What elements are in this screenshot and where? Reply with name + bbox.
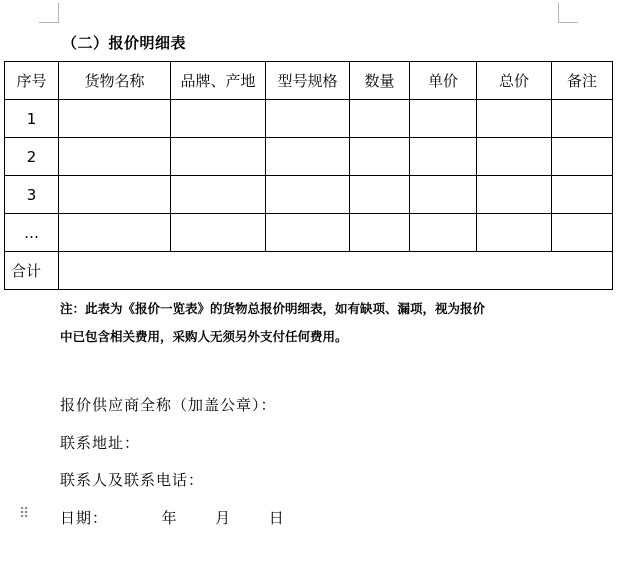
table-cell[interactable] [266,138,350,176]
contact-field[interactable]: 联系人及联系电话： [60,471,205,489]
supplier-name-field[interactable]: 报价供应商全称（加盖公章）： [60,396,277,414]
table-cell[interactable] [266,100,350,138]
header-cell: 型号规格 [266,62,350,100]
row-number: 2 [5,138,59,176]
table-cell[interactable] [552,100,613,138]
table-cell[interactable] [266,176,350,214]
table-cell[interactable] [410,176,477,214]
total-label: 合计 [5,252,59,290]
quote-detail-table [4,61,613,290]
page-corner-mark-left [39,3,59,23]
table-cell[interactable] [477,214,552,252]
note-line-1: 注：此表为《报价一览表》的货物总报价明细表，如有缺项、漏项，视为报价 [60,301,486,316]
header-cell: 货物名称 [59,62,171,100]
table-cell[interactable] [552,138,613,176]
table-cell[interactable] [350,138,410,176]
header-cell: 品牌、产地 [171,62,266,100]
table-cell[interactable] [59,138,171,176]
table-cell[interactable] [410,100,477,138]
row-number: 1 [5,100,59,138]
date-month-label: 月 [215,509,232,527]
table-cell[interactable] [350,100,410,138]
table-cell[interactable] [477,176,552,214]
date-field[interactable] [60,507,285,528]
table-note [60,295,560,351]
table-cell[interactable] [171,138,266,176]
page-corner-mark-right [558,3,578,23]
note-line-2: 中已包含相关费用，采购人无须另外支付任何费用。 [60,329,348,344]
table-cell[interactable] [59,176,171,214]
table-header-row [5,62,613,100]
table-row [5,176,613,214]
table-cell[interactable] [410,214,477,252]
drag-handle-icon[interactable]: ⠿ [19,506,30,522]
table-cell[interactable] [59,214,171,252]
table-cell[interactable] [59,100,171,138]
table-cell[interactable] [350,214,410,252]
header-cell: 数量 [350,62,410,100]
table-row [5,138,613,176]
table-row [5,214,613,252]
address-field[interactable]: 联系地址： [60,434,141,452]
date-year-label: 年 [161,509,178,527]
row-number: … [5,214,59,252]
header-cell: 备注 [552,62,613,100]
date-label: 日期： [60,509,109,527]
table-cell[interactable] [552,214,613,252]
table-cell[interactable] [477,100,552,138]
header-cell: 总价 [477,62,552,100]
total-value-cell[interactable] [59,252,613,290]
header-cell: 序号 [5,62,59,100]
date-day-label: 日 [268,509,285,527]
row-number: 3 [5,176,59,214]
table-cell[interactable] [410,138,477,176]
table-cell[interactable] [171,214,266,252]
table-cell[interactable] [552,176,613,214]
table-total-row [5,252,613,290]
section-title: （二）报价明细表 [62,34,187,52]
table-cell[interactable] [171,100,266,138]
table-cell[interactable] [171,176,266,214]
table-cell[interactable] [477,138,552,176]
table-row [5,100,613,138]
table-cell[interactable] [266,214,350,252]
header-cell: 单价 [410,62,477,100]
table-cell[interactable] [350,176,410,214]
